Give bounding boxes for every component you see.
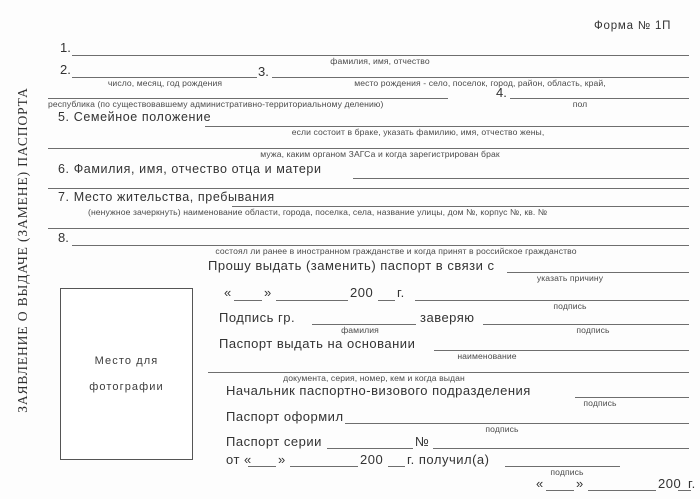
passport-from-year-rule[interactable]: [388, 466, 405, 467]
request-year-suffix: г.: [397, 285, 405, 300]
field-6-rule[interactable]: [353, 178, 689, 179]
photo-placeholder-box[interactable]: [60, 288, 193, 460]
field-1-number: 1.: [60, 40, 71, 55]
field-5-caption: если состоит в браке, указать фамилию, имя, отчество жены,: [291, 127, 545, 137]
passport-series-rule[interactable]: [327, 448, 413, 449]
field-7-label: 7. Место жительства, пребывания: [58, 190, 275, 204]
field-8-caption: состоял ли ранее в иностранном гражданстве и когда принят в российское гражданство: [215, 246, 577, 256]
passport-number-symbol: №: [415, 434, 430, 449]
passport-from-label: от «: [226, 452, 252, 467]
passport-received-label: г. получил(а): [407, 452, 490, 467]
photo-box-line-2: фотографии: [89, 381, 164, 393]
issuance-name-caption: наименование: [457, 351, 517, 361]
field-4-rule[interactable]: [510, 98, 689, 99]
field-3-number: 3.: [258, 64, 269, 79]
final-day-rule[interactable]: [546, 490, 574, 491]
processed-label: Паспорт оформил: [226, 409, 344, 424]
request-year-rule[interactable]: [378, 300, 395, 301]
passport-from-month-rule[interactable]: [290, 466, 358, 467]
field-2-number: 2.: [60, 62, 71, 77]
vertical-document-title: [6, 0, 40, 499]
final-month-rule[interactable]: [588, 490, 656, 491]
request-signature-rule[interactable]: [415, 300, 689, 301]
final-year-suffix: г.: [688, 476, 696, 491]
passport-from-quote-close: »: [278, 452, 286, 467]
request-signature-caption: подпись: [553, 301, 587, 311]
chief-signature-caption: подпись: [583, 398, 617, 408]
citizen-surname-caption: фамилия: [341, 325, 379, 335]
request-date-quote-close: »: [264, 285, 272, 300]
chief-label: Начальник паспортно-визового подразделения: [226, 383, 531, 398]
certify-label: заверяю: [420, 310, 475, 325]
final-quote-open: «: [536, 476, 544, 491]
processed-signature-caption: подпись: [485, 424, 519, 434]
passport-series-label: Паспорт серии: [226, 434, 322, 449]
republic-caption: республика (по существовавшему административно-территориальному делению): [48, 99, 384, 109]
certify-signature-caption: подпись: [576, 325, 610, 335]
passport-from-year-prefix: 200: [360, 452, 384, 467]
field-6-label: 6. Фамилия, имя, отчество отца и матери: [58, 162, 322, 176]
issue-request-label: Прошу выдать (заменить) паспорт в связи с: [208, 258, 495, 273]
final-year-prefix: 200: [658, 476, 682, 491]
passport-from-day-rule[interactable]: [248, 466, 276, 467]
field-5-caption-second: мужа, каким органом ЗАГСа и когда зарегистрирован брак: [260, 149, 500, 159]
issue-reason-caption: указать причину: [536, 273, 604, 283]
request-year-prefix: 200: [350, 285, 374, 300]
final-quote-close: »: [576, 476, 584, 491]
field-7-caption: (ненужное зачеркнуть) наименование области, города, поселка, села, название улицы, дом №, корпус №, кв. №: [88, 207, 548, 217]
request-day-rule[interactable]: [234, 300, 262, 301]
issuance-basis-label: Паспорт выдать на основании: [219, 336, 416, 351]
request-month-rule[interactable]: [276, 300, 348, 301]
passport-received-caption: подпись: [550, 467, 584, 477]
field-2-caption: число, месяц, год рождения: [107, 78, 223, 88]
field-3-caption: место рождения - село, поселок, город, район, область, край,: [354, 78, 606, 88]
citizen-signature-label: Подпись гр.: [219, 310, 296, 325]
field-8-rule-top[interactable]: [48, 228, 689, 229]
form-number: Форма № 1П: [594, 20, 672, 32]
passport-number-rule[interactable]: [433, 448, 689, 449]
field-4-caption: пол: [572, 99, 588, 109]
vertical-title-text: ЗАЯВЛЕНИЕ О ВЫДАЧЕ (ЗАМЕНЕ) ПАСПОРТА: [15, 86, 30, 413]
field-1-caption: фамилия, имя, отчество: [330, 56, 430, 66]
photo-box-line-1: Место для: [94, 355, 159, 367]
request-date-quote-open: «: [224, 285, 232, 300]
field-6-rule-second[interactable]: [48, 188, 689, 189]
issuance-doc-caption: документа, серия, номер, кем и когда выдан: [283, 373, 465, 383]
field-4-number: 4.: [496, 85, 507, 100]
field-5-label: 5. Семейное положение: [58, 110, 212, 124]
field-8-number: 8.: [58, 230, 69, 245]
